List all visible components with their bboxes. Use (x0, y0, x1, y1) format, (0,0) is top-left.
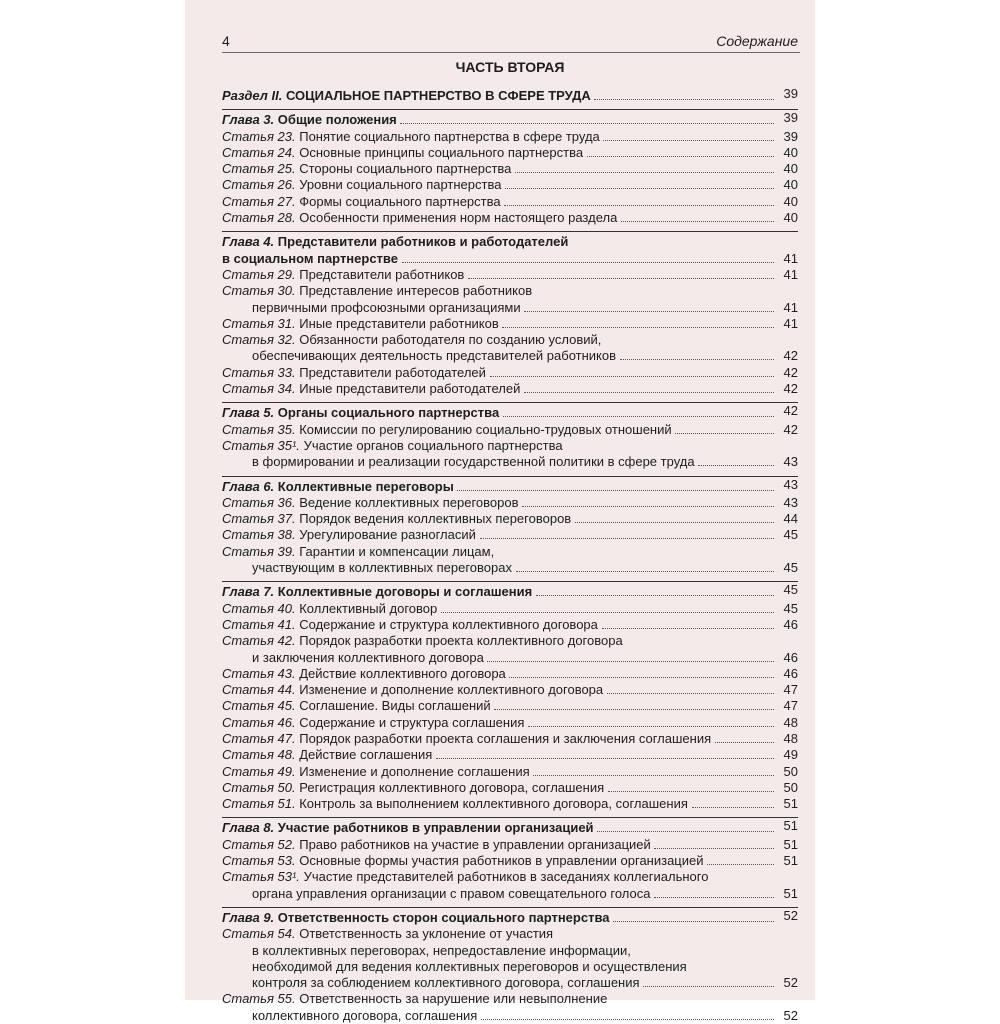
leader-dots (613, 911, 774, 922)
article-page: 41 (783, 266, 798, 282)
toc-article[interactable] (222, 527, 798, 543)
toc-article-cont[interactable] (222, 650, 798, 666)
article-page: 47 (783, 682, 798, 698)
leader-dots (587, 146, 774, 157)
article-page: 44 (783, 511, 798, 527)
leader-dots (654, 887, 774, 898)
chapter-title-cont: в социальном партнерстве (222, 250, 398, 266)
article-number: Статья 40. (222, 600, 296, 616)
running-header-title: Содержание (716, 33, 798, 49)
article-page: 46 (783, 616, 798, 632)
part-title: ЧАСТЬ ВТОРАЯ (455, 59, 565, 75)
article-title: и заключения коллективного договора (252, 649, 484, 665)
article-number: Статья 50. (222, 779, 296, 795)
chapter-title: Ответственность сторон социального партнерства (277, 909, 610, 925)
toc-chapter-heading-cont[interactable] (222, 251, 798, 267)
leader-dots (457, 480, 774, 491)
chapter-page: 52 (783, 907, 798, 923)
article-page: 40 (783, 144, 798, 160)
article-number: Статья 53. (222, 853, 296, 869)
article-page: 51 (783, 796, 798, 812)
leader-dots (494, 699, 774, 710)
article-page: 49 (783, 747, 798, 763)
article-page: 41 (783, 299, 798, 315)
leader-dots (522, 496, 774, 507)
article-number: Статья 32. (222, 332, 296, 348)
article-page: 43 (783, 454, 798, 470)
article-page: 41 (783, 315, 798, 331)
article-number: Статья 37. (222, 511, 296, 527)
article-number: Статья 35¹. (222, 437, 300, 453)
toc-article-cont[interactable] (222, 886, 798, 902)
chapter-page: 42 (783, 403, 798, 419)
page-number: 4 (222, 33, 230, 49)
leader-dots (509, 667, 774, 678)
article-title: в коллективных переговорах, непредоставление информации, (252, 942, 631, 958)
article-page: 45 (783, 600, 798, 616)
toc-article[interactable] (222, 853, 798, 869)
toc-article[interactable] (222, 747, 798, 763)
leader-dots (480, 528, 774, 539)
toc-article[interactable] (222, 267, 798, 283)
article-number: Статья 24. (222, 144, 296, 160)
article-title: Изменение и дополнение соглашения (299, 763, 530, 779)
chapter-list (222, 109, 798, 1024)
article-page: 46 (783, 649, 798, 665)
article-number: Статья 26. (222, 177, 296, 193)
article-page: 52 (783, 1007, 798, 1023)
leader-dots (468, 268, 774, 279)
article-page: 51 (783, 836, 798, 852)
article-title: коллективного договора, соглашения (252, 1007, 478, 1023)
article-title: в формировании и реализации государственной политики в сфере труда (252, 454, 695, 470)
article-title: обеспечивающих деятельность представителей работников (252, 348, 617, 364)
article-title: Уровни социального партнерства (299, 177, 502, 193)
toc-chapter-heading[interactable] (222, 817, 798, 836)
leader-dots (490, 366, 774, 377)
article-title: Порядок ведения коллективных переговоров (299, 511, 572, 527)
toc-article[interactable] (222, 381, 798, 397)
article-number: Статья 52. (222, 836, 296, 852)
article-number: Статья 36. (222, 494, 296, 510)
toc-article[interactable] (222, 764, 798, 780)
toc-article[interactable] (222, 316, 798, 332)
leader-dots (654, 838, 774, 849)
leader-dots (504, 195, 774, 206)
toc-section[interactable] (222, 86, 798, 104)
header-rule (222, 52, 800, 53)
article-title: Формы социального партнерства (299, 193, 501, 209)
article-title: Соглашение. Виды соглашений (299, 698, 491, 714)
chapter-page: 39 (783, 110, 798, 126)
article-page: 50 (783, 763, 798, 779)
article-page: 40 (783, 177, 798, 193)
article-page: 52 (783, 975, 798, 991)
leader-dots (715, 732, 774, 743)
toc-article[interactable] (222, 633, 798, 649)
chapter-title: Органы социального партнерства (277, 405, 500, 421)
article-number: Статья 45. (222, 698, 296, 714)
toc-article[interactable] (222, 495, 798, 511)
article-title: Ответственность за уклонение от участия (299, 926, 554, 942)
leader-dots (675, 423, 774, 434)
article-number: Статья 28. (222, 210, 296, 226)
leader-dots (402, 252, 774, 263)
leader-dots (516, 561, 774, 572)
article-number: Статья 31. (222, 315, 296, 331)
leader-dots (515, 162, 774, 173)
toc-article[interactable] (222, 601, 798, 617)
article-title: Понятие социального партнерства в сфере труда (299, 128, 600, 144)
article-page: 39 (783, 128, 798, 144)
toc-article[interactable] (222, 194, 798, 210)
article-number: Статья 29. (222, 266, 296, 282)
leader-dots (594, 89, 774, 100)
article-page: 47 (783, 698, 798, 714)
article-page: 48 (783, 730, 798, 746)
toc-article-cont[interactable] (222, 454, 798, 470)
chapter-page: 41 (783, 250, 798, 266)
toc-article[interactable] (222, 731, 798, 747)
article-number: Статья 48. (222, 747, 296, 763)
article-page: 40 (783, 193, 798, 209)
leader-dots (643, 976, 774, 987)
article-number: Статья 42. (222, 633, 296, 649)
chapter-page: 43 (783, 476, 798, 492)
article-title: Обязанности работодателя по созданию условий, (299, 332, 602, 348)
toc-article[interactable] (222, 210, 798, 226)
toc-article[interactable] (222, 837, 798, 853)
article-title: Коллективный договор (299, 600, 438, 616)
leader-dots (528, 716, 774, 727)
chapter-page: 45 (783, 582, 798, 598)
leader-dots (608, 781, 774, 792)
article-title: Участие представителей работников в заседаниях коллегиального (303, 869, 709, 885)
article-number: Статья 39. (222, 543, 296, 559)
toc-article[interactable] (222, 617, 798, 633)
toc-article-cont[interactable] (222, 300, 798, 316)
leader-dots (487, 651, 774, 662)
article-title: Основные принципы социального партнерства (299, 144, 584, 160)
article-page: 42 (783, 348, 798, 364)
article-number: Статья 51. (222, 796, 296, 812)
toc-article-cont[interactable] (222, 943, 798, 959)
chapter-page: 51 (783, 818, 798, 834)
article-number: Статья 49. (222, 763, 296, 779)
article-title: Право работников на участие в управлении организацией (299, 836, 651, 852)
chapter-title: Коллективные переговоры (277, 478, 454, 494)
leader-dots (533, 765, 774, 776)
toc-article-cont[interactable] (222, 560, 798, 576)
leader-dots (597, 821, 774, 832)
chapter-title: Коллективные договоры и соглашения (277, 584, 533, 600)
toc-article[interactable] (222, 438, 798, 454)
article-page: 45 (783, 560, 798, 576)
chapter-prefix: Глава 7. (222, 584, 275, 600)
article-title: Изменение и дополнение коллективного договора (299, 682, 604, 698)
toc-chapter-heading[interactable] (222, 231, 798, 250)
article-number: Статья 23. (222, 128, 296, 144)
leader-dots (503, 406, 774, 417)
article-title: органа управления организации с правом совещательного голоса (252, 885, 651, 901)
leader-dots (603, 130, 774, 141)
article-title: Основные формы участия работников в управлении организацией (299, 853, 704, 869)
chapter-prefix: Глава 6. (222, 478, 275, 494)
chapter-prefix: Глава 9. (222, 909, 275, 925)
table-of-contents (222, 86, 798, 1024)
article-title: Содержание и структура коллективного договора (299, 616, 598, 632)
leader-dots (524, 301, 774, 312)
toc-article[interactable] (222, 422, 798, 438)
article-number: Статья 41. (222, 616, 296, 632)
article-title: Комиссии по регулированию социально-трудовых отношений (299, 421, 672, 437)
toc-article[interactable] (222, 869, 798, 885)
article-number: Статья 38. (222, 527, 296, 543)
article-number: Статья 55. (222, 991, 296, 1007)
article-number: Статья 46. (222, 714, 296, 730)
article-title: контроля за соблюдением коллективного договора, соглашения (252, 975, 640, 991)
article-title: первичными профсоюзными организациями (252, 299, 521, 315)
article-title: Стороны социального партнерства (299, 161, 512, 177)
leader-dots (524, 382, 774, 393)
section-prefix: Раздел II. (222, 88, 283, 103)
toc-article[interactable] (222, 926, 798, 942)
article-title: Представители работодателей (299, 364, 486, 380)
chapter-prefix: Глава 5. (222, 405, 275, 421)
article-number: Статья 33. (222, 364, 296, 380)
article-page: 40 (783, 161, 798, 177)
toc-chapter-heading[interactable] (222, 109, 798, 128)
toc-chapter-heading[interactable] (222, 907, 798, 926)
article-page: 42 (783, 421, 798, 437)
leader-dots (620, 349, 774, 360)
article-page: 50 (783, 779, 798, 795)
article-title: Действие коллективного договора (299, 665, 506, 681)
article-title: Иные представители работников (299, 315, 499, 331)
toc-article[interactable] (222, 780, 798, 796)
toc-article-cont[interactable] (222, 1008, 798, 1024)
article-title: Содержание и структура соглашения (299, 714, 525, 730)
toc-article[interactable] (222, 511, 798, 527)
toc-article[interactable] (222, 283, 798, 299)
article-number: Статья 54. (222, 926, 296, 942)
leader-dots (502, 317, 774, 328)
article-title: Представители работников (299, 266, 465, 282)
toc-article[interactable] (222, 715, 798, 731)
leader-dots (436, 748, 774, 759)
toc-article[interactable] (222, 666, 798, 682)
toc-chapter-heading[interactable] (222, 476, 798, 495)
leader-dots (707, 854, 774, 865)
article-title: Ведение коллективных переговоров (299, 494, 519, 510)
leader-dots (575, 512, 774, 523)
leader-dots (505, 178, 774, 189)
chapter-prefix: Глава 4. (222, 234, 275, 250)
leader-dots (621, 211, 774, 222)
article-page: 42 (783, 381, 798, 397)
section-page: 39 (783, 86, 798, 101)
article-title: Порядок разработки проекта коллективного договора (299, 633, 623, 649)
toc-article[interactable] (222, 129, 798, 145)
toc-article[interactable] (222, 796, 798, 812)
article-title: Урегулирование разногласий (299, 527, 476, 543)
article-title: Иные представители работодателей (299, 381, 521, 397)
toc-article[interactable] (222, 145, 798, 161)
toc-article-cont[interactable] (222, 348, 798, 364)
chapter-prefix: Глава 3. (222, 112, 275, 128)
chapter-title: Участие работников в управлении организацией (277, 820, 594, 836)
article-number: Статья 43. (222, 665, 296, 681)
article-page: 42 (783, 364, 798, 380)
toc-article[interactable] (222, 544, 798, 560)
leader-dots (536, 585, 774, 596)
article-title: участвующим в коллективных переговорах (252, 560, 512, 576)
article-title: Представление интересов работников (299, 283, 533, 299)
toc-article[interactable] (222, 682, 798, 698)
chapter-title: Представители работников и работодателей (277, 234, 569, 250)
toc-article[interactable] (222, 365, 798, 381)
article-title: необходимой для ведения коллективных переговоров и осуществления (252, 958, 687, 974)
toc-article-cont[interactable] (222, 959, 798, 975)
article-title: Участие органов социального партнерства (303, 437, 563, 453)
article-page: 40 (783, 210, 798, 226)
article-title: Действие соглашения (299, 747, 433, 763)
article-title: Гарантии и компенсации лицам, (299, 543, 495, 559)
article-page: 48 (783, 714, 798, 730)
section-title: СОЦИАЛЬНОЕ ПАРТНЕРСТВО В СФЕРЕ ТРУДА (285, 88, 591, 103)
article-page: 51 (783, 853, 798, 869)
article-title: Ответственность за нарушение или невыполнение (299, 991, 608, 1007)
article-page: 43 (783, 494, 798, 510)
article-title: Порядок разработки проекта соглашения и заключения соглашения (299, 730, 712, 746)
article-number: Статья 30. (222, 283, 296, 299)
chapter-prefix: Глава 8. (222, 820, 275, 836)
toc-article-cont[interactable] (222, 975, 798, 991)
leader-dots (602, 618, 774, 629)
toc-article[interactable] (222, 177, 798, 193)
chapter-title: Общие положения (277, 112, 397, 128)
article-page: 45 (783, 527, 798, 543)
leader-dots (698, 455, 774, 466)
article-number: Статья 25. (222, 161, 296, 177)
article-number: Статья 34. (222, 381, 296, 397)
article-number: Статья 44. (222, 682, 296, 698)
article-title: Регистрация коллективного договора, соглашения (299, 779, 605, 795)
article-number: Статья 47. (222, 730, 296, 746)
toc-article[interactable] (222, 332, 798, 348)
article-page: 51 (783, 885, 798, 901)
toc-article[interactable] (222, 698, 798, 714)
leader-dots (607, 683, 774, 694)
article-number: Статья 27. (222, 193, 296, 209)
article-number: Статья 53¹. (222, 869, 300, 885)
leader-dots (692, 797, 775, 808)
toc-chapter-heading[interactable] (222, 402, 798, 421)
article-title: Особенности применения норм настоящего раздела (299, 210, 618, 226)
leader-dots (441, 602, 774, 613)
article-page: 46 (783, 665, 798, 681)
toc-article[interactable] (222, 161, 798, 177)
article-title: Контроль за выполнением коллективного договора, соглашения (299, 796, 688, 812)
article-number: Статья 35. (222, 421, 296, 437)
leader-dots (481, 1009, 774, 1020)
leader-dots (400, 113, 774, 124)
toc-chapter-heading[interactable] (222, 581, 798, 600)
